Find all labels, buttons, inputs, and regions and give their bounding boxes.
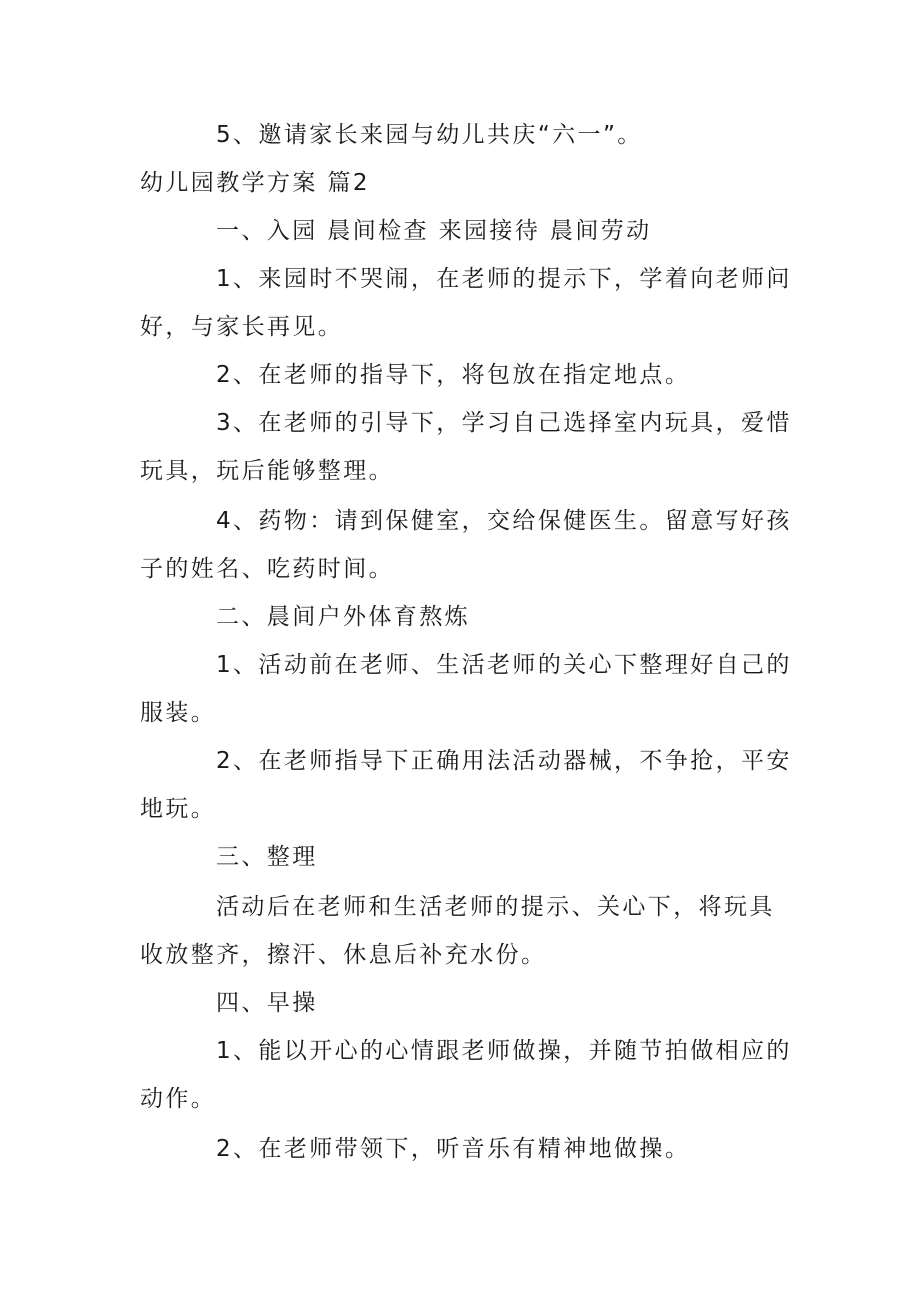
paragraph-line: 2、在老师带领下，听音乐有精神地做操。: [216, 1136, 691, 1162]
paragraph-line: 一、入园 晨间检查 来园接待 晨间劳动: [216, 218, 652, 244]
paragraph-line: 二、晨间户外体育熬炼: [216, 604, 470, 630]
paragraph-line: 5、邀请家长来园与幼儿共庆“六一”。: [216, 122, 643, 148]
paragraph-line: 3、在老师的引导下，学习自己选择室内玩具，爱惜: [216, 410, 792, 436]
paragraph-line: 1、活动前在老师、生活老师的关心下整理好自己的: [216, 652, 792, 678]
paragraph-line: 四、早操: [216, 990, 318, 1016]
paragraph-line: 服装。: [140, 700, 217, 726]
paragraph-line: 4、药物：请到保健室，交给保健医生。留意写好孩: [216, 508, 792, 534]
paragraph-line: 收放整齐，擦汗、休息后补充水份。: [140, 942, 547, 968]
paragraph-line: 动作。: [140, 1086, 217, 1112]
paragraph-line: 2、在老师的指导下，将包放在指定地点。: [216, 362, 691, 388]
paragraph-line: 1、能以开心的心情跟老师做操，并随节拍做相应的: [216, 1038, 792, 1064]
paragraph-line: 1、来园时不哭闹，在老师的提示下，学着向老师问: [216, 266, 792, 292]
paragraph-line: 玩具，玩后能够整理。: [140, 458, 394, 484]
paragraph-line: 三、整理: [216, 844, 318, 870]
paragraph-line: 2、在老师指导下正确用法活动器械，不争抢，平安: [216, 748, 792, 774]
paragraph-line: 活动后在老师和生活老师的提示、关心下，将玩具: [216, 894, 775, 920]
paragraph-line: 地玩。: [140, 796, 217, 822]
paragraph-line: 子的姓名、吃药时间。: [140, 556, 394, 582]
paragraph-line: 好，与家长再见。: [140, 314, 344, 340]
section-heading: 幼儿园教学方案 篇2: [140, 170, 370, 196]
